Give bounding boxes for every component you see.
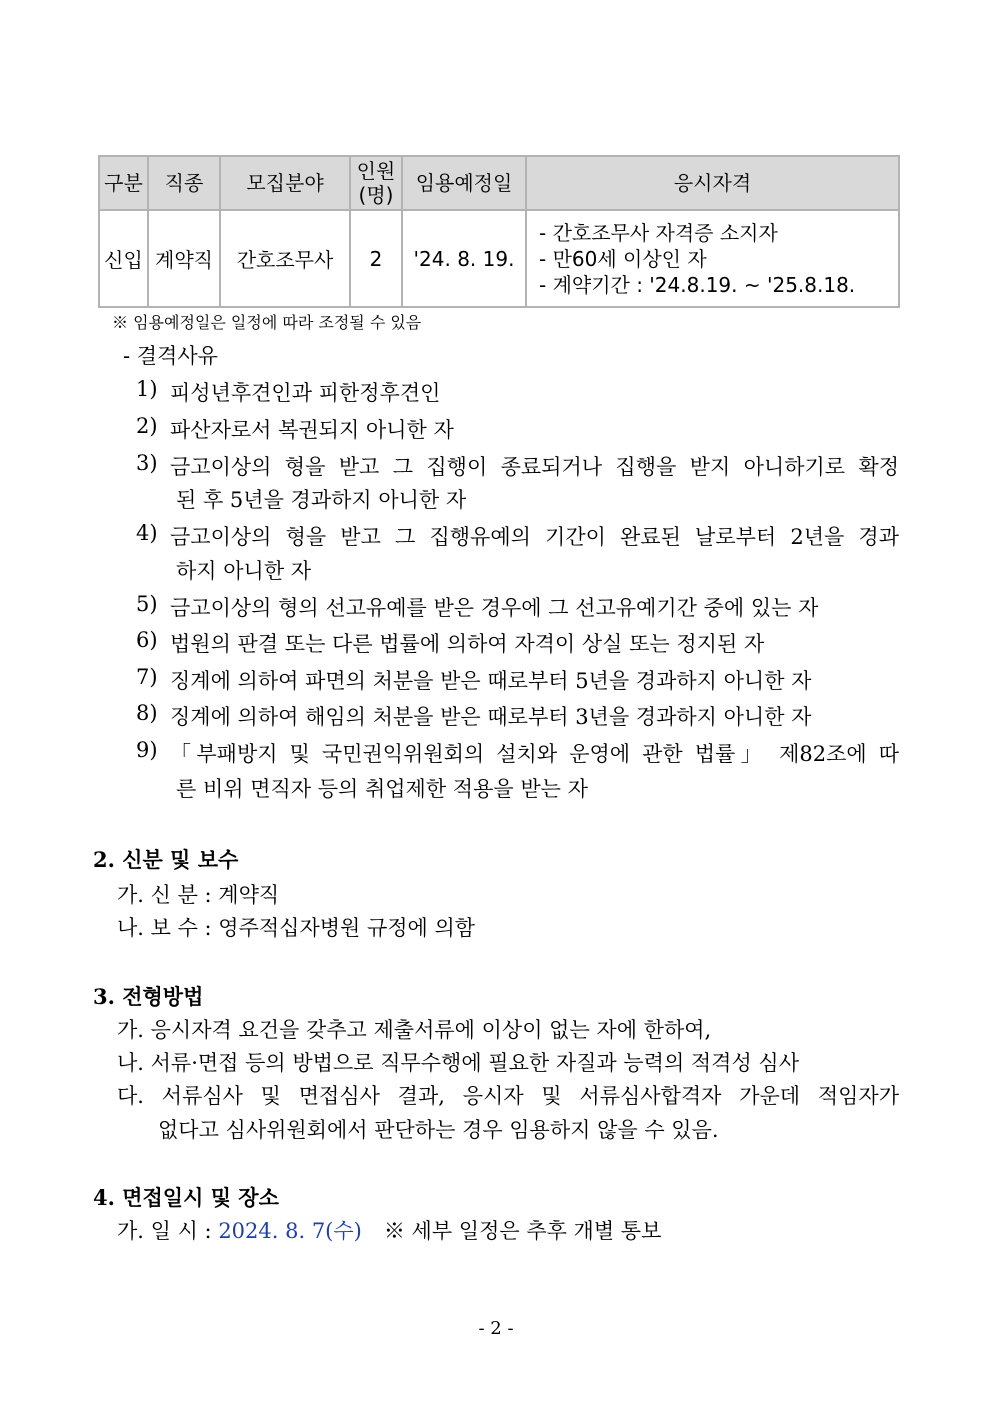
item-number: 6) <box>136 628 158 652</box>
header-category: 구분 <box>99 156 148 210</box>
item-text: 법원의 판결 또는 다른 법률에 의하여 자격이 상실 또는 정지된 자 <box>170 632 765 656</box>
section-3-title: 3. 전형방법 <box>93 984 204 1009</box>
header-field: 모집분야 <box>220 156 350 210</box>
cell-qualifications <box>526 210 899 307</box>
section-2-item: 나. 보 수 : 영주적십자병원 규정에 의함 <box>117 916 476 940</box>
cell-category: 신입 <box>99 210 148 307</box>
section-2-title: 2. 신분 및 보수 <box>93 847 239 872</box>
cell-field: 간호조무사 <box>220 210 350 307</box>
item-number: 4) <box>136 521 158 545</box>
item-text: 징계에 의하여 해임의 처분을 받은 때로부터 3년을 경과하지 아니한 자 <box>170 705 812 729</box>
qualification-line: - 만60세 이상인 자 <box>539 246 707 271</box>
header-qualifications: 응시자격 <box>526 156 899 210</box>
interview-date-label: 가. 일 시 : <box>117 1219 219 1243</box>
cell-count: 2 <box>350 210 402 307</box>
item-text: 피성년후견인과 피한정후견인 <box>170 381 441 405</box>
item-number: 8) <box>136 701 158 725</box>
section-3-item <box>117 1080 899 1110</box>
header-count-line2: (명) <box>358 183 394 207</box>
item-number: 3) <box>136 451 158 475</box>
section-3-item: 가. 응시자격 요건을 갖추고 제출서류에 이상이 없는 자에 한하여, <box>117 1018 712 1042</box>
section-2-item: 가. 신 분 : 계약직 <box>117 883 280 907</box>
item-text: 금고이상의 형을 받고 그 집행이 종료되거나 집행을 받지 아니하기로 확정 <box>170 455 899 479</box>
table-header-row <box>99 156 899 210</box>
section-3-item-continued: 없다고 심사위원회에서 판단하는 경우 임용하지 않을 수 있음. <box>158 1118 719 1142</box>
table-row <box>99 210 899 307</box>
section-3-item-text: 다. 서류심사 및 면접심사 결과, 응시자 및 서류심사합격자 가운데 적임자가 <box>117 1084 899 1108</box>
section-4-item <box>117 1215 661 1245</box>
header-job-type: 직종 <box>148 156 220 210</box>
qualification-line: - 간호조무사 자격증 소지자 <box>539 220 778 245</box>
item-text: 파산자로서 복권되지 아니한 자 <box>170 418 454 442</box>
item-text-continued: 른 비위 면직자 등의 취업제한 적용을 받는 자 <box>176 777 588 801</box>
item-number: 9) <box>136 738 158 762</box>
cell-job-type: 계약직 <box>148 210 220 307</box>
item-text: 금고이상의 형의 선고유예를 받은 경우에 그 선고유예기간 중에 있는 자 <box>170 596 819 620</box>
item-text: 금고이상의 형을 받고 그 집행유예의 기간이 완료된 날로부터 2년을 경과 <box>170 525 899 549</box>
item-text: 징계에 의하여 파면의 처분을 받은 때로부터 5년을 경과하지 아니한 자 <box>170 669 812 693</box>
page-number: - 2 - <box>478 1318 514 1339</box>
header-count <box>350 156 402 210</box>
item-text: 「부패방지 및 국민권익위원회의 설치와 운영에 관한 법률」 제82조에 따 <box>170 742 899 766</box>
item-number: 7) <box>136 665 158 689</box>
item-text-continued: 하지 아니한 자 <box>176 559 312 583</box>
schedule-note: ※ 임용예정일은 일정에 따라 조정될 수 있음 <box>112 313 422 332</box>
item-number: 5) <box>136 592 158 616</box>
recruitment-table <box>98 155 900 308</box>
disqualification-title: - 결격사유 <box>123 344 218 368</box>
header-count-line1: 인원 <box>356 159 396 183</box>
interview-note: ※ 세부 일정은 추후 개별 통보 <box>383 1219 662 1243</box>
section-4-title: 4. 면접일시 및 장소 <box>93 1185 279 1210</box>
qualification-line: - 계약기간 : '24.8.19. ~ '25.8.18. <box>539 272 856 297</box>
interview-date: 2024. 8. 7(수) <box>218 1219 362 1243</box>
cell-date: '24. 8. 19. <box>402 210 526 307</box>
item-text-continued: 된 후 5년을 경과하지 아니한 자 <box>176 488 467 512</box>
section-3-item: 나. 서류·면접 등의 방법으로 직무수행에 필요한 자질과 능력의 적격성 심사 <box>117 1051 800 1075</box>
item-number: 2) <box>136 414 158 438</box>
item-number: 1) <box>136 377 158 401</box>
header-date: 임용예정일 <box>402 156 526 210</box>
